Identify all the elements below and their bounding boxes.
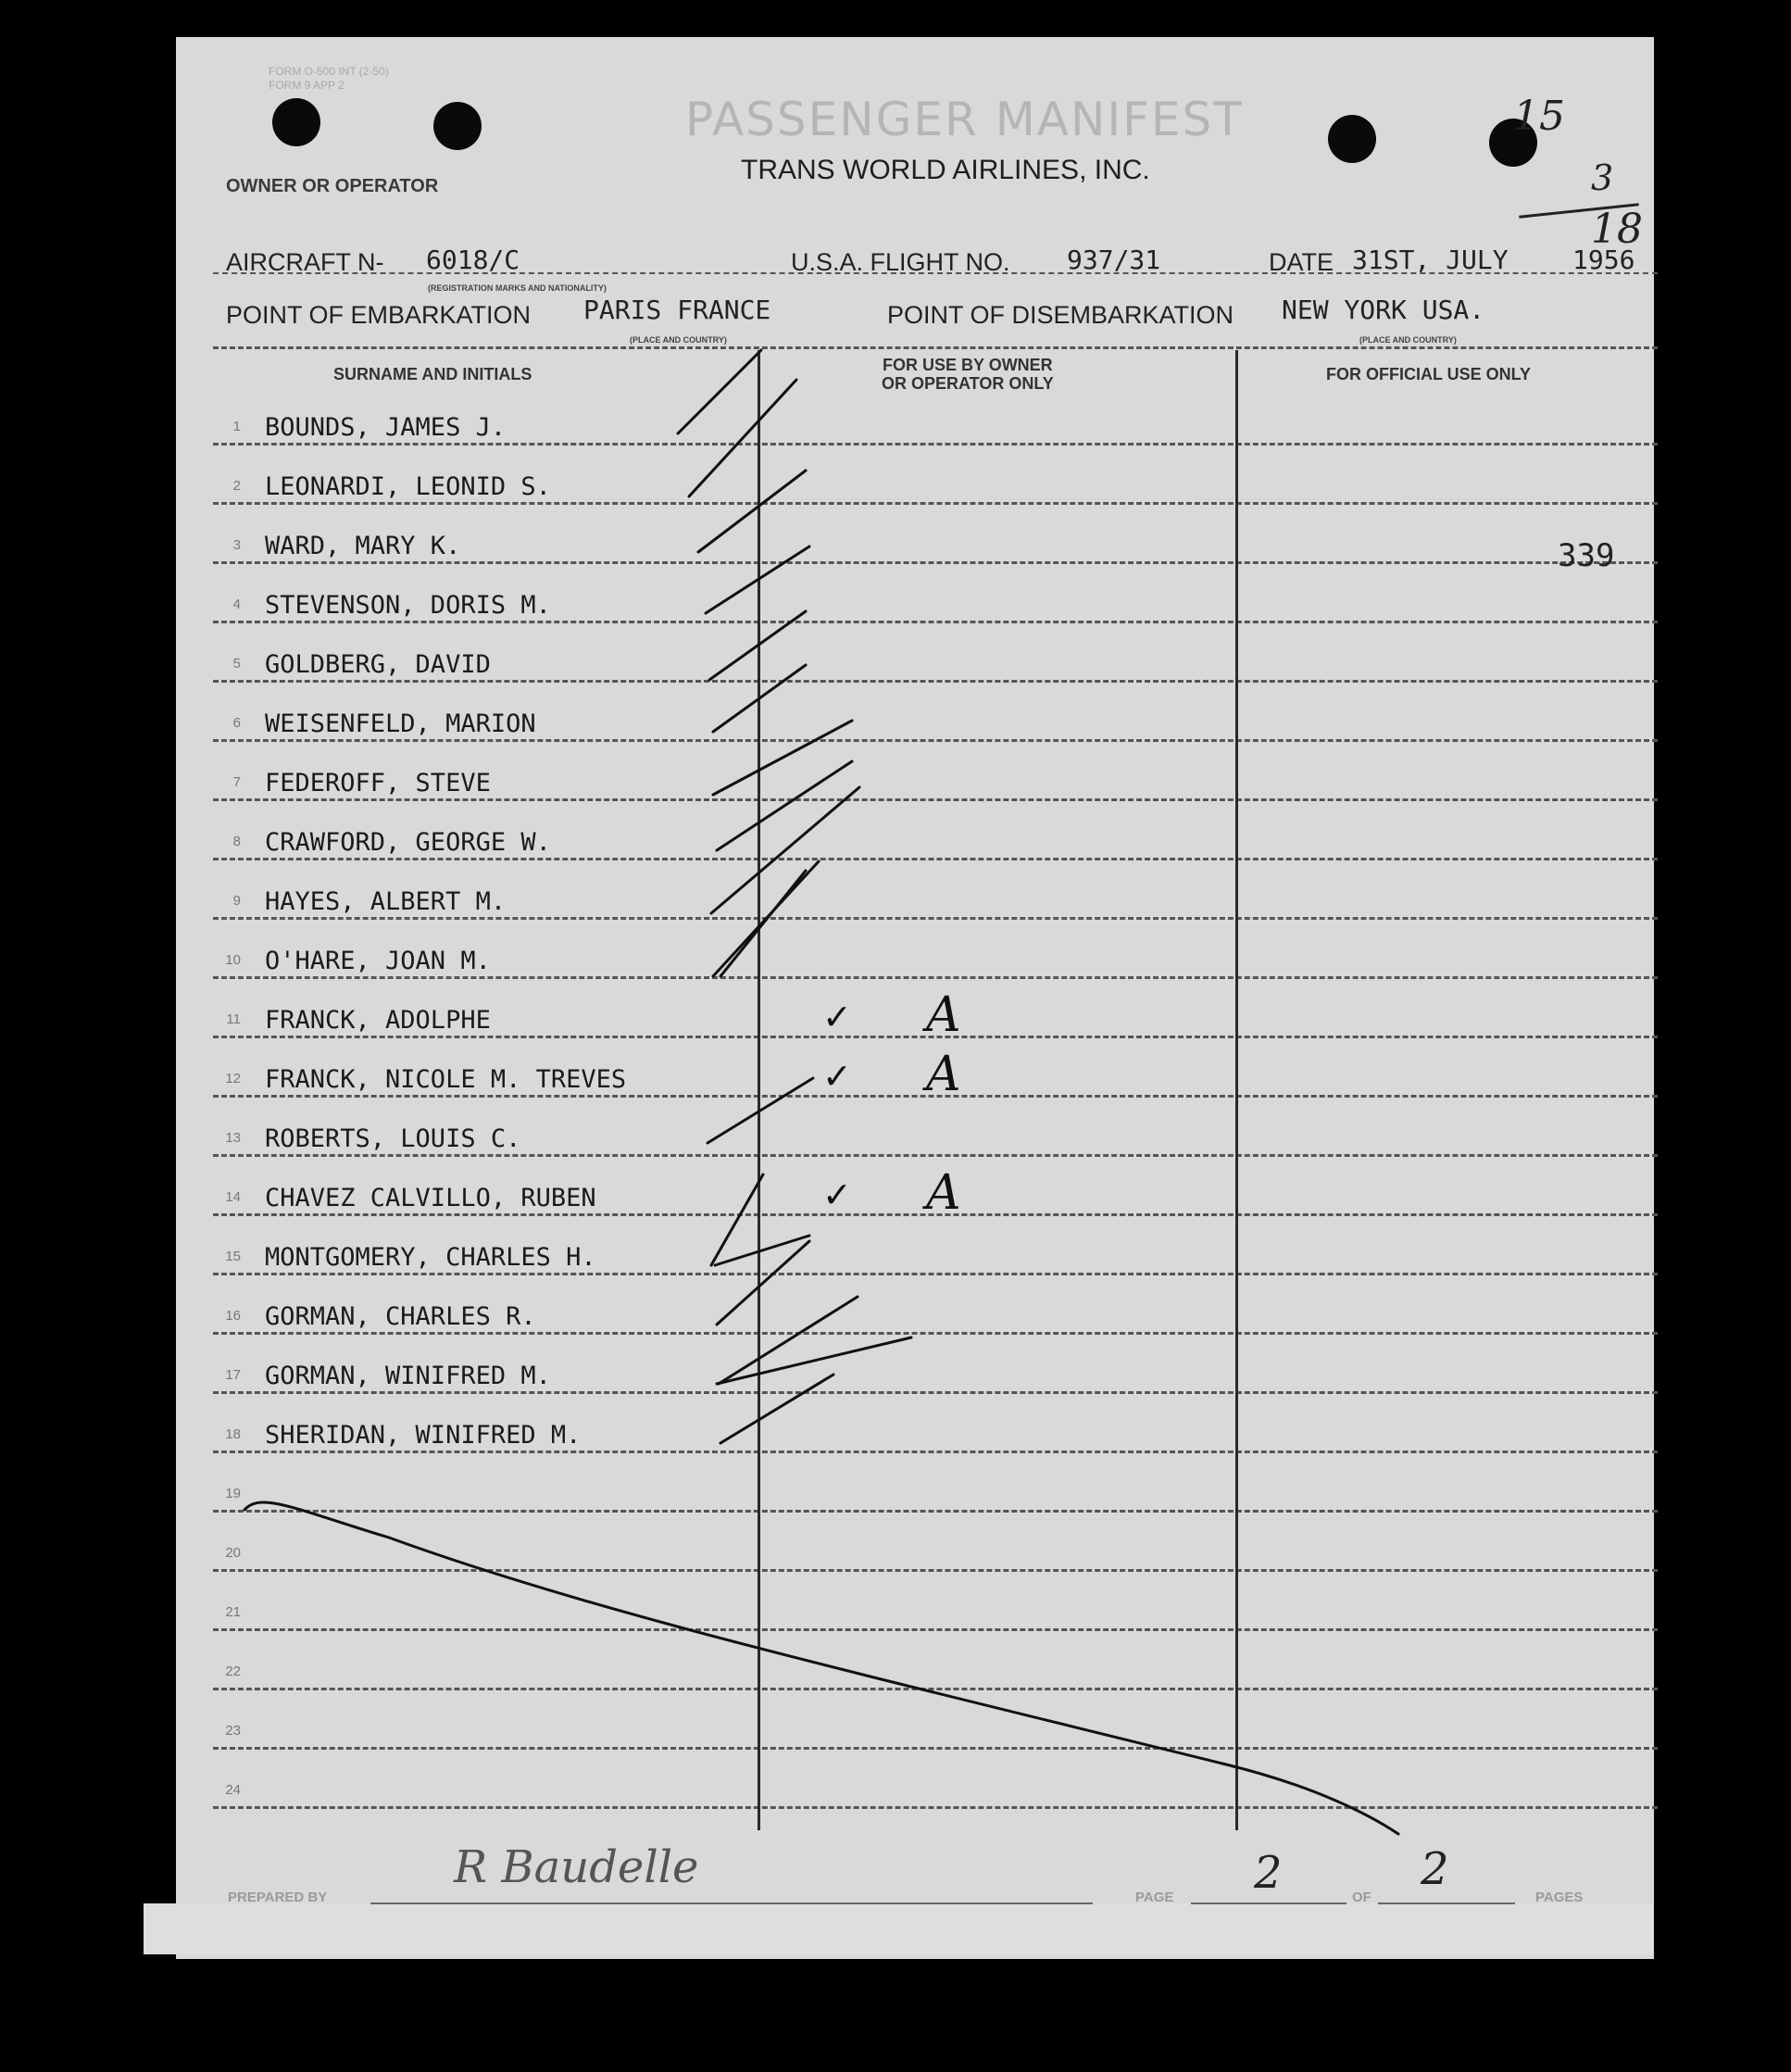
row-rule bbox=[213, 443, 1658, 446]
aircraft-value: 6018/C bbox=[426, 245, 520, 275]
official-column-header: FOR OFFICIAL USE ONLY bbox=[1326, 365, 1532, 383]
row-number: 23 bbox=[225, 1723, 241, 1739]
row-number: 5 bbox=[232, 656, 241, 672]
row-rule bbox=[213, 621, 1658, 623]
row-number: 2 bbox=[232, 478, 241, 494]
embarkation-label: POINT OF EMBARKATION bbox=[226, 301, 532, 329]
passenger-name: MONTGOMERY, CHARLES H. bbox=[265, 1243, 596, 1272]
page-number: 2 bbox=[1254, 1847, 1283, 1899]
owner-code: A bbox=[926, 1165, 961, 1221]
aircraft-caption: (REGISTRATION MARKS AND NATIONALITY) bbox=[428, 283, 607, 293]
sheet-bottom-edge bbox=[144, 1903, 1653, 1954]
disembarkation-caption: (PLACE AND COUNTRY) bbox=[1359, 335, 1457, 345]
row-number: 1 bbox=[232, 419, 241, 434]
row-rule bbox=[213, 1332, 1658, 1335]
passenger-name: LEONARDI, LEONID S. bbox=[265, 472, 551, 501]
row-number: 14 bbox=[225, 1189, 241, 1205]
passenger-name: CRAWFORD, GEORGE W. bbox=[265, 828, 551, 857]
flight-value: 937/31 bbox=[1067, 245, 1161, 275]
row-number: 8 bbox=[232, 834, 241, 849]
passenger-name: GORMAN, WINIFRED M. bbox=[265, 1362, 551, 1390]
form-code: FORM O-500 INT (2-50) FORM 9 APP 2 bbox=[269, 65, 389, 92]
passenger-name: CHAVEZ CALVILLO, RUBEN bbox=[265, 1184, 596, 1212]
passenger-name: GOLDBERG, DAVID bbox=[265, 650, 491, 679]
passenger-name: ROBERTS, LOUIS C. bbox=[265, 1124, 521, 1153]
airline-name: TRANS WORLD AIRLINES, INC. bbox=[741, 155, 1150, 185]
row-rule bbox=[213, 561, 1658, 564]
passenger-name: O'HARE, JOAN M. bbox=[265, 947, 491, 975]
row-number: 16 bbox=[225, 1308, 241, 1324]
total-pages-line bbox=[1378, 1902, 1515, 1904]
preparer-signature: R Baudelle bbox=[454, 1841, 699, 1893]
row-rule bbox=[213, 917, 1658, 920]
owner-code: A bbox=[926, 1047, 961, 1102]
prepared-by-label: PREPARED BY bbox=[228, 1890, 328, 1905]
date-year: 1956 bbox=[1572, 245, 1635, 275]
page-label: PAGE bbox=[1135, 1890, 1174, 1905]
owner-check-mark: ✓ bbox=[822, 1174, 852, 1215]
row-number: 21 bbox=[225, 1604, 241, 1620]
passenger-name: HAYES, ALBERT M. bbox=[265, 887, 507, 916]
row-number: 18 bbox=[225, 1426, 241, 1442]
passenger-name: FEDEROFF, STEVE bbox=[265, 769, 491, 797]
flight-label: U.S.A. FLIGHT NO. bbox=[791, 248, 1010, 276]
row-rule bbox=[213, 1273, 1658, 1275]
owner-column-header-line-1: FOR USE BY OWNER bbox=[883, 356, 1053, 374]
prepared-by-line bbox=[370, 1902, 1093, 1904]
row-number: 9 bbox=[232, 893, 241, 909]
passenger-name: FRANCK, ADOLPHE bbox=[265, 1006, 491, 1035]
corner-fraction-numerator: 3 bbox=[1591, 157, 1614, 198]
aircraft-label: AIRCRAFT N- bbox=[226, 248, 384, 276]
row-number: 10 bbox=[225, 952, 241, 968]
disembarkation-value: NEW YORK USA. bbox=[1282, 295, 1485, 325]
punch-hole bbox=[433, 102, 482, 150]
owner-check-mark: ✓ bbox=[822, 1056, 852, 1097]
row-number: 12 bbox=[225, 1071, 241, 1086]
column-divider-owner bbox=[758, 350, 760, 1830]
row-rule bbox=[213, 502, 1658, 505]
owner-operator-label: OWNER OR OPERATOR bbox=[226, 176, 439, 196]
row-number: 3 bbox=[232, 537, 241, 553]
row-number: 19 bbox=[225, 1486, 241, 1501]
row-number: 4 bbox=[232, 596, 241, 612]
row-number: 11 bbox=[226, 1011, 241, 1027]
embarkation-caption: (PLACE AND COUNTRY) bbox=[630, 335, 727, 345]
passenger-name: WEISENFELD, MARION bbox=[265, 710, 536, 738]
row-rule bbox=[213, 1569, 1658, 1572]
row-number: 15 bbox=[225, 1249, 241, 1264]
owner-code: A bbox=[926, 987, 961, 1043]
row-rule bbox=[213, 1391, 1658, 1394]
punch-hole bbox=[1328, 115, 1376, 163]
passenger-name: WARD, MARY K. bbox=[265, 532, 461, 560]
row-rule bbox=[213, 680, 1658, 683]
column-divider-official bbox=[1235, 350, 1238, 1830]
row-number: 6 bbox=[232, 715, 241, 731]
pages-label: PAGES bbox=[1535, 1890, 1584, 1905]
of-label: OF bbox=[1352, 1890, 1371, 1905]
header-rule bbox=[213, 272, 1658, 274]
surname-column-header: SURNAME AND INITIALS bbox=[333, 365, 532, 383]
row-rule bbox=[213, 1806, 1658, 1809]
row-rule bbox=[213, 976, 1658, 979]
row-number: 24 bbox=[225, 1782, 241, 1798]
row-rule bbox=[213, 798, 1658, 801]
date-label: DATE bbox=[1269, 248, 1334, 276]
row-number: 20 bbox=[225, 1545, 241, 1561]
embarkation-value: PARIS FRANCE bbox=[583, 295, 771, 325]
corner-mark-top: 15 bbox=[1513, 93, 1565, 140]
passenger-name: SHERIDAN, WINIFRED M. bbox=[265, 1421, 582, 1450]
table-top-rule bbox=[213, 346, 1658, 349]
owner-check-mark: ✓ bbox=[822, 997, 852, 1037]
official-note: 339 bbox=[1558, 537, 1615, 574]
page-number-line bbox=[1191, 1902, 1346, 1904]
row-number: 13 bbox=[225, 1130, 241, 1146]
disembarkation-label: POINT OF DISEMBARKATION bbox=[887, 301, 1234, 329]
row-rule bbox=[213, 739, 1658, 742]
row-rule bbox=[213, 1510, 1658, 1513]
row-rule bbox=[213, 1154, 1658, 1157]
owner-column-header bbox=[882, 356, 1054, 393]
row-rule bbox=[213, 858, 1658, 860]
passenger-name: FRANCK, NICOLE M. TREVES bbox=[265, 1065, 627, 1094]
row-number: 22 bbox=[225, 1664, 241, 1679]
row-rule bbox=[213, 1747, 1658, 1750]
row-rule bbox=[213, 1628, 1658, 1631]
date-value: 31ST, JULY bbox=[1352, 245, 1509, 275]
passenger-name: BOUNDS, JAMES J. bbox=[265, 413, 507, 442]
total-pages: 2 bbox=[1421, 1843, 1449, 1895]
row-rule bbox=[213, 1688, 1658, 1690]
punch-hole bbox=[272, 98, 320, 146]
passenger-name: GORMAN, CHARLES R. bbox=[265, 1302, 536, 1331]
row-number: 7 bbox=[232, 774, 241, 790]
manifest-title: PASSENGER MANIFEST bbox=[685, 93, 1244, 146]
row-rule bbox=[213, 1450, 1658, 1453]
row-number: 17 bbox=[225, 1367, 241, 1383]
passenger-name: STEVENSON, DORIS M. bbox=[265, 591, 551, 620]
corner-fraction-denominator: 18 bbox=[1591, 206, 1643, 253]
owner-column-header-line-2: OR OPERATOR ONLY bbox=[882, 374, 1054, 393]
